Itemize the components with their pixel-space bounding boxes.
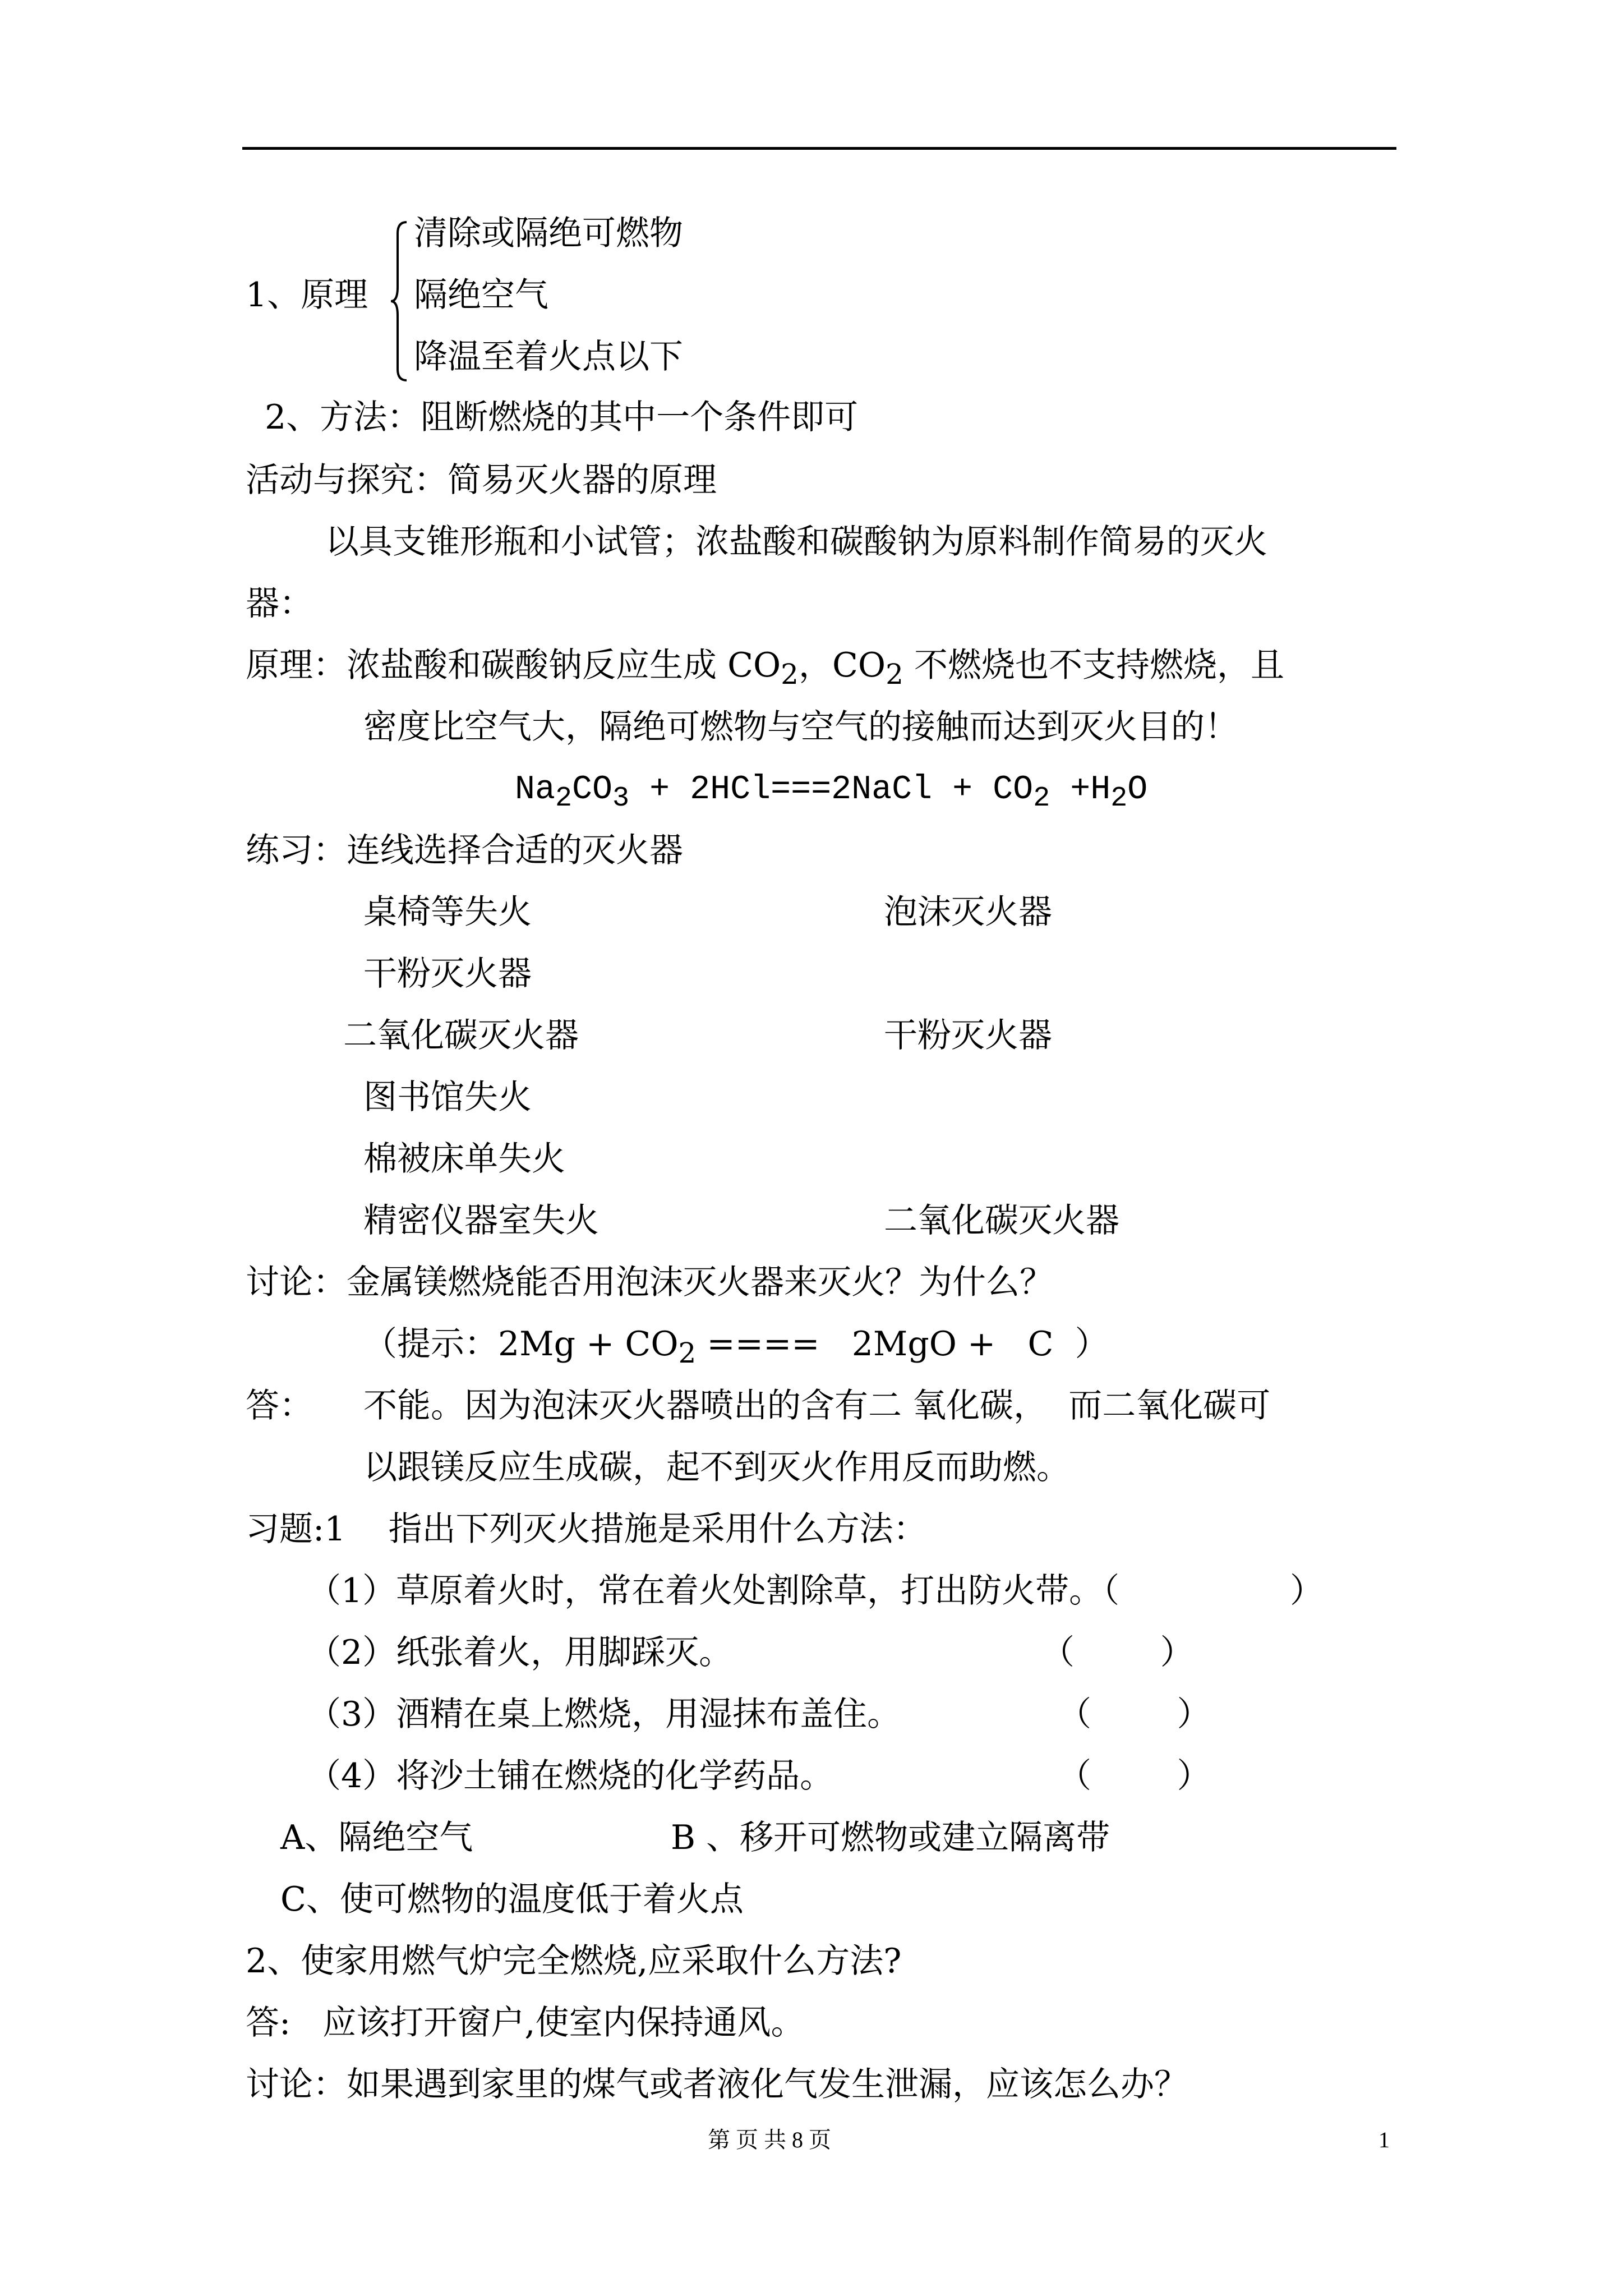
exercise-left-2: 干粉灭火器 [363,954,532,993]
principle-item-1: 清除或隔绝可燃物 [414,214,683,253]
activity-title: 活动与探究：简易灭火器的原理 [246,461,717,500]
principle-text-a: 浓盐酸和碳酸钠反应生成 CO [347,646,781,685]
exercise-left-3: 二氧化碳灭火器 [343,1016,579,1055]
exercise-left-5: 棉被床单失火 [363,1139,565,1179]
exercise-title: 练习：连线选择合适的灭火器 [246,831,683,870]
hint-a: （提示：2Mg + CO [363,1324,679,1364]
problem1-item-4-paren: （ ） [1058,1756,1211,1796]
option-a: A、隔绝空气 [280,1818,473,1857]
problem2-answer: 答: 应该打开窗户,使室内保持通风。 [246,2003,805,2042]
problem1-title: 习题:1 指出下列灭火措施是采用什么方法： [246,1510,927,1549]
problem2: 2、使家用燃气炉完全燃烧,应采取什么方法? [246,1941,902,1981]
discussion1-answer-line2: 以跟镁反应生成碳，起不到灭火作用反而助燃。 [363,1448,1070,1487]
option-b: B 、移开可燃物或建立隔离带 [671,1818,1110,1857]
header-rule [242,147,1396,150]
chemical-equation [515,769,1147,820]
principle-item-2: 隔绝空气 [414,275,548,315]
eq-mid: + 2HCl===2NaCl + CO [629,771,1034,809]
problem1-item-1-paren: ） [1290,1571,1324,1611]
principle-item-3: 降温至着火点以下 [414,337,683,376]
exercise-left-1: 桌椅等失火 [363,892,532,932]
eq-tail: +H [1050,771,1111,809]
problem1-item-2: （2）纸张着火，用脚踩灭。 [307,1633,733,1672]
activity-principle-line1 [246,644,1284,696]
principle-text-b: ，CO [798,646,886,685]
co2-subscript: 2 [781,658,799,691]
activity-principle-line2: 密度比空气大，隔绝可燃物与空气的接触而达到灭火目的！ [363,707,1238,747]
eq-co-sub: 3 [612,783,630,815]
footer-page-number: 1 [1378,2127,1390,2152]
problem1-item-1: （1）草原着火时，常在着火处割除草，打出防火带。（ [307,1571,1120,1611]
co2-subscript-2: 2 [886,658,903,691]
exercise-left-4: 图书馆失火 [363,1078,532,1117]
problem1-item-3-paren: （ ） [1058,1695,1211,1734]
discussion2: 讨论：如果遇到家里的煤气或者液化气发生泄漏，应该怎么办？ [246,2065,1188,2104]
eq-co2-sub: 2 [1033,783,1050,815]
discussion1-answer-label: 答： [246,1386,313,1425]
hint-sub: 2 [678,1337,697,1369]
activity-desc-line2: 器： [246,584,313,623]
discussion1-question: 讨论：金属镁燃烧能否用泡沫灭火器来灭火？为什么？ [246,1263,1053,1302]
problem1-item-4: （4）将沙土铺在燃烧的化学药品。 [307,1756,834,1796]
footer-page-info: 第 页 共 8 页 [708,2127,831,2152]
eq-o: O [1127,771,1148,809]
exercise-right-1: 泡沫灭火器 [884,892,1052,932]
eq-na: Na [515,771,556,809]
option-c: C、使可燃物的温度低于着火点 [280,1880,744,1919]
eq-na-sub: 2 [555,783,573,815]
activity-principle-label: 原理： [246,646,347,685]
eq-co: CO [572,771,613,809]
exercise-right-3: 二氧化碳灭火器 [884,1201,1119,1240]
eq-h-sub: 2 [1110,783,1128,815]
discussion1-hint [363,1323,1109,1374]
exercise-left-6: 精密仪器室失火 [363,1201,599,1240]
discussion1-answer-line1: 不能。因为泡沫灭火器喷出的含有二 氧化碳， 而二氧化碳可 [363,1386,1271,1425]
principle-text-c: 不燃烧也不支持燃烧，且 [903,646,1284,685]
activity-desc-line1: 以具支锥形瓶和小试管；浓盐酸和碳酸钠为原料制作简易的灭火 [325,522,1267,562]
hint-b: ==== 2MgO + C ） [696,1324,1109,1364]
problem1-item-2-paren: （ ） [1041,1633,1194,1672]
exercise-right-2: 干粉灭火器 [884,1016,1052,1055]
method-line: 2、方法：阻断燃烧的其中一个条件即可 [265,398,859,437]
problem1-item-3: （3）酒精在桌上燃烧，用湿抹布盖住。 [307,1695,901,1734]
curly-brace [390,220,408,383]
principle-label: 1、原理 [246,275,368,315]
